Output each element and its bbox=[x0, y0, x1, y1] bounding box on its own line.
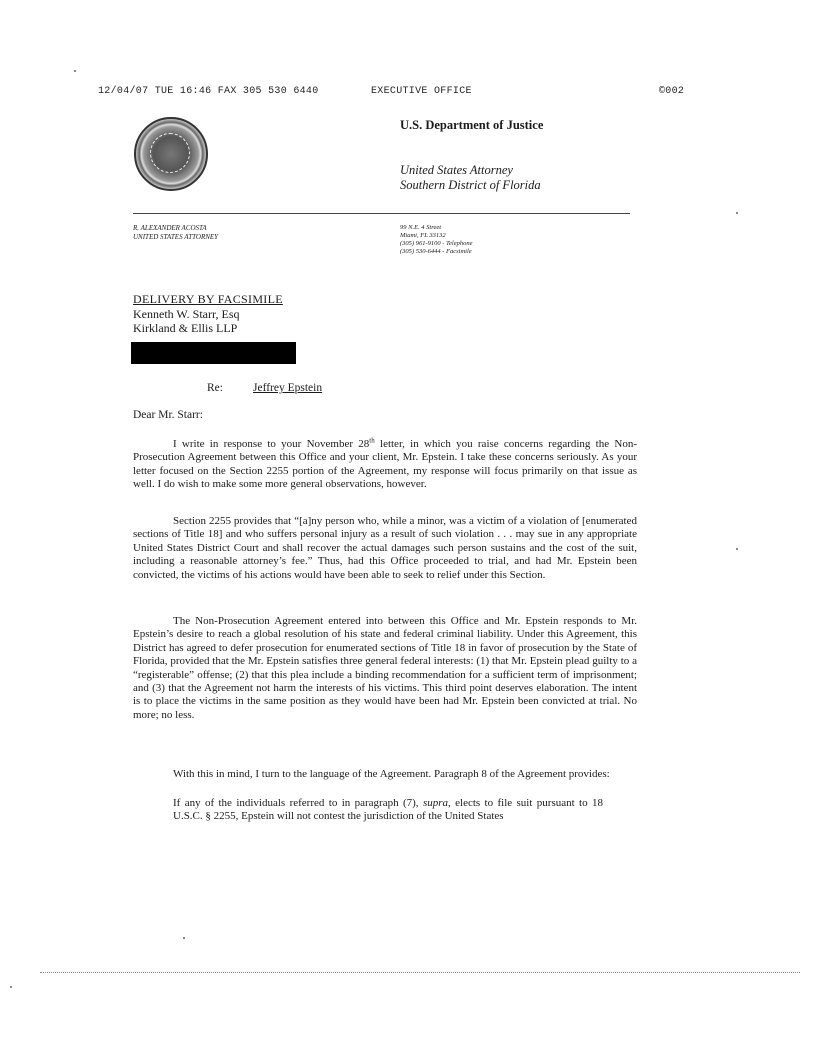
attorney-block bbox=[133, 224, 218, 241]
salutation: Dear Mr. Starr: bbox=[133, 409, 203, 421]
fax-page-number: ©002 bbox=[659, 86, 685, 97]
scan-speck bbox=[736, 212, 738, 214]
scan-speck bbox=[183, 937, 185, 939]
paragraph-3: The Non-Prosecution Agreement entered into between this Office and Mr. Epstein responds to Mr. Epstein’s desire to reach a global resolution of his state and federal criminal liability. Under this Agreement, this District has agreed to defer prosecution for enumerated sections of Title 18 in favor of prosecution by the State of Florida, provided that the Mr. Epstein satisfies three general federal interests: (1) that Mr. Epstein plead guilty to a “registerable” offense; (2) that this plea include a binding recommendation for a sufficient term of imprisonment; and (3) that the Agreement not harm the interests of his victims. This third point deserves elaboration. The intent is to place the victims in the same position as they would have been had Mr. Epstein been convicted at trial. No more; no less. bbox=[133, 615, 637, 721]
department-name: U.S. Department of Justice bbox=[400, 118, 544, 132]
quote-text-a: If any of the individuals referred to in paragraph (7), bbox=[173, 797, 423, 809]
attorney-title: UNITED STATES ATTORNEY bbox=[133, 232, 219, 241]
recipient-firm: Kirkland & Ellis LLP bbox=[133, 321, 238, 335]
office-phone: (305) 961-9100 - Telephone bbox=[400, 240, 473, 247]
recipient-name: Kenneth W. Starr, Esq bbox=[133, 306, 240, 321]
redaction-block bbox=[131, 342, 296, 364]
delivery-method: DELIVERY BY FACSIMILE bbox=[133, 292, 283, 306]
paragraph-1-text-b: letter, in which you raise concerns regarding the Non-Prosecution Agreement between this Office and your client, Mr. Epstein. I take these concerns seriously. As your letter focused on the Section 2255 portion of the Agreement, my response will focus primarily on that issue as well. I do wish to make some more general observations, however. bbox=[133, 438, 637, 491]
scan-speck bbox=[736, 548, 738, 550]
block-quote bbox=[173, 797, 603, 824]
quote-text-b: , elects to file suit pursuant to 18 U.S.C. § 2255, Epstein will not contest the jurisdiction of the United States bbox=[173, 797, 603, 823]
office-title-line1: United States Attorney bbox=[400, 163, 513, 177]
quote-supra: supra bbox=[422, 797, 448, 809]
attorney-name: R. ALEXANDER ACOSTA bbox=[133, 224, 207, 232]
scan-speck bbox=[10, 986, 12, 988]
scan-speck bbox=[74, 70, 76, 72]
paragraph-1 bbox=[133, 438, 637, 492]
paragraph-4: With this in mind, I turn to the language of the Agreement. Paragraph 8 of the Agreement provides: bbox=[173, 768, 610, 780]
office-title bbox=[400, 163, 541, 193]
scan-footer-line bbox=[40, 972, 800, 973]
office-city: Miami, FL 33132 bbox=[400, 232, 446, 239]
ordinal-suffix: th bbox=[369, 436, 375, 445]
re-subject: Jeffrey Epstein bbox=[253, 382, 323, 394]
doj-seal-icon bbox=[134, 117, 208, 191]
office-fax: (305) 530-6444 - Facsimile bbox=[400, 248, 472, 255]
paragraph-2: Section 2255 provides that “[a]ny person who, while a minor, was a victim of a violation of [enumerated sections of Title 18] and who suffers personal injury as a result of such violation . . . may sue in any appropriate United States District Court and shall recover the actual damages such person sustains and the cost of the suit, including a reasonable attorney’s fee.” Thus, had this Office proceeded to trial, and had Mr. Epstein been convicted, the victims of his actions would have been able to seek to relief under this Section. bbox=[133, 515, 637, 581]
letterhead-rule bbox=[133, 213, 630, 214]
office-title-line2: Southern District of Florida bbox=[400, 178, 541, 192]
re-label: Re: bbox=[207, 382, 223, 394]
paragraph-1-text-a: I write in response to your November 28 bbox=[173, 438, 370, 450]
fax-header-office: EXECUTIVE OFFICE bbox=[371, 86, 472, 97]
office-address-block bbox=[400, 224, 473, 256]
recipient-address bbox=[133, 292, 283, 336]
fax-header-left: 12/04/07 TUE 16:46 FAX 305 530 6440 bbox=[98, 86, 319, 97]
office-street: 99 N.E. 4 Street bbox=[400, 224, 442, 231]
re-line bbox=[207, 382, 322, 394]
